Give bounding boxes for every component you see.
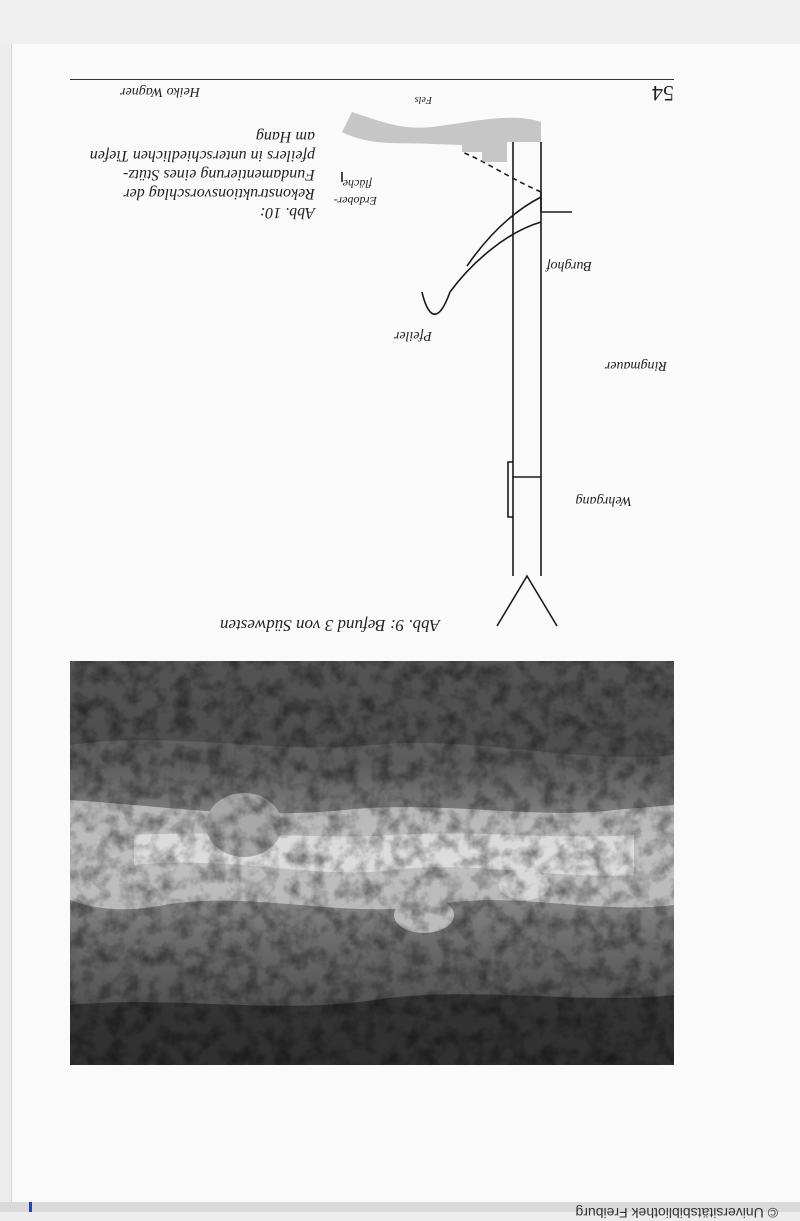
figure9-caption: Abb. 9: Befund 3 von Südwesten (219, 616, 440, 635)
rock-texture (342, 112, 541, 162)
scanned-page (11, 43, 800, 1202)
ub-logo-icon (24, 1202, 36, 1212)
label-erdoberflaeche-1: Erdober- (333, 194, 377, 208)
figure10-caption-block (85, 127, 315, 222)
top-banner-text: © Universitätsbibliothek Freiburg (575, 1205, 778, 1221)
label-erdoberflaeche-2: fläche (342, 177, 372, 191)
label-fels: Fels (414, 94, 432, 105)
top-banner (0, 1202, 800, 1221)
header-rule (70, 79, 674, 80)
figure10-caption: Rekonstruktionsvorschlag der Fundamentierung eines Stütz-pfeilers in unterschiedlichen Tiefen am Hang (89, 128, 315, 202)
label-wehrgang: Wehrgang (575, 493, 632, 508)
page-number: 54 (652, 81, 674, 106)
running-head-author: Heiko Wagner (120, 84, 200, 99)
viewer-footer (0, 0, 800, 44)
figure10-drawing (332, 92, 672, 592)
label-pfeiler: Pfeiler (393, 328, 432, 343)
label-burghof: Burghof (546, 258, 592, 273)
figure9-photo (70, 661, 674, 1065)
figure10-label: Abb. 10: (259, 204, 315, 221)
drawing-lines (342, 142, 572, 626)
label-ringmauer: Ringmauer (604, 358, 667, 373)
